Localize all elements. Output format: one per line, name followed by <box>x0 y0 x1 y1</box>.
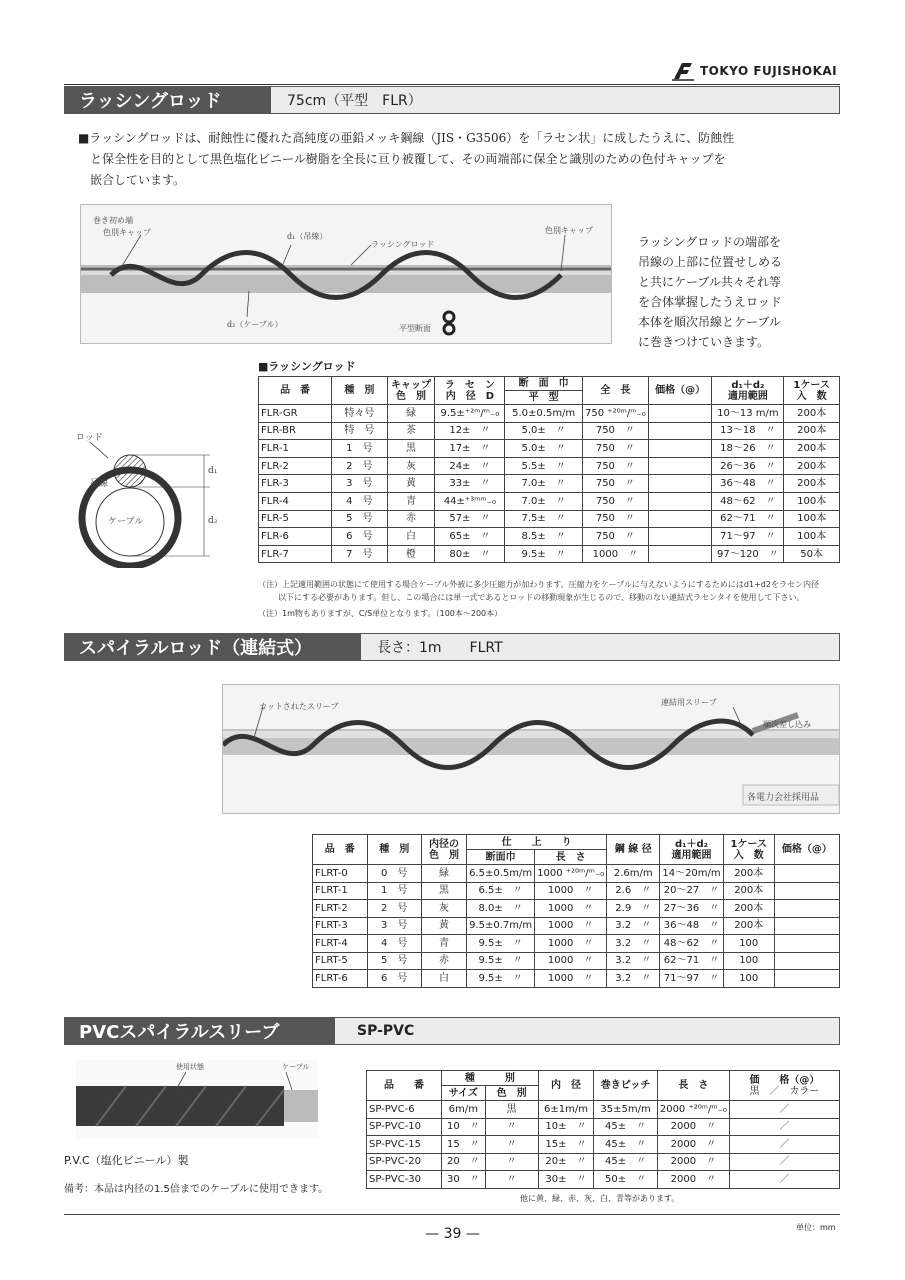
lashing-rod-cell <box>648 457 712 475</box>
lashing-rod-cell: 特々号 <box>332 405 387 423</box>
pvc-sleeve-cell: ／ <box>729 1101 839 1119</box>
spiral-rod-photo <box>222 684 840 814</box>
th-section: 断 面 巾 <box>505 377 583 391</box>
pvc-sleeve-cell: 45± 〃 <box>594 1136 658 1154</box>
lashing-rod-cell: 1 号 <box>332 440 387 458</box>
pvc-sleeve-cell: 45± 〃 <box>594 1153 658 1171</box>
th-case: 1ケース 入 数 <box>723 835 774 865</box>
pvc-sleeve-cell: 6m/m <box>442 1101 486 1119</box>
th-cap: キャップ 色 別 <box>387 377 435 405</box>
pvc-sleeve-cell: 〃 <box>485 1118 538 1136</box>
lashing-rod-cell: FLR-GR <box>259 405 332 423</box>
lashing-rod-cell: 5.0± 〃 <box>505 440 583 458</box>
spiral-rod-cell: 青 <box>421 935 466 953</box>
lashing-rod-cell: 青 <box>387 492 435 510</box>
pvc-sleeve-row <box>367 1101 840 1119</box>
th-flat: 平 型 <box>505 391 583 405</box>
th-inner-color: 内径の 色 別 <box>421 835 466 865</box>
lashing-rod-cell: 13～18 〃 <box>712 422 784 440</box>
pvc-sleeve-cell: 20 〃 <box>442 1153 486 1171</box>
usage-line: 本体を順次吊線とケーブル <box>638 315 781 329</box>
spiral-rod-row <box>313 865 840 883</box>
lashing-rod-cell <box>648 492 712 510</box>
spiral-rod-cell: FLRT-1 <box>313 882 368 900</box>
spiral-rod-cell: 9.5± 〃 <box>467 970 535 988</box>
usage-line: に巻きつけていきます。 <box>638 335 770 349</box>
pvc-sleeve-photo <box>76 1060 318 1138</box>
usage-line: 吊線の上部に位置せしめる <box>638 255 783 269</box>
label-start-cap: 巻き初め端 <box>93 216 133 225</box>
lashing-rod-description <box>78 128 838 191</box>
lashing-rod-cell: 750 〃 <box>583 510 649 528</box>
spiral-rod-cell: 6.5± 〃 <box>467 882 535 900</box>
lashing-rod-cell: 97～120 〃 <box>712 545 784 563</box>
lashing-rod-cell: 48～62 〃 <box>712 492 784 510</box>
lashing-rod-row <box>259 440 840 458</box>
spiral-rod-cell <box>774 970 839 988</box>
spiral-rod-cell: 4 号 <box>367 935 421 953</box>
th-color: 色 別 <box>485 1086 538 1101</box>
lashing-rod-table-title: ■ラッシングロッド <box>258 360 356 373</box>
spiral-rod-cell: 62～71 〃 <box>660 952 723 970</box>
spiral-rod-cell: FLRT-2 <box>313 900 368 918</box>
label-stamp: 各電力会社採用品 <box>747 793 820 803</box>
unit-label: 単位：mm <box>796 1223 836 1232</box>
pvc-sleeve-cell: 2000 ⁺²⁰ᵐ/ᵐ₋₀ <box>657 1101 729 1119</box>
lashing-rod-cell: 橙 <box>387 545 435 563</box>
lashing-rod-cell: 750 〃 <box>583 422 649 440</box>
section-title: PVCスパイラルスリーブ <box>65 1018 335 1044</box>
label-cable: ケーブル <box>282 1063 310 1071</box>
spiral-rod-cell: FLRT-6 <box>313 970 368 988</box>
section-subtitle: SP-PVC <box>357 1023 415 1039</box>
header-rule <box>64 84 840 85</box>
usage-line: を合体掌握したうえロッド <box>638 295 782 309</box>
lashing-rod-cell: FLR-1 <box>259 440 332 458</box>
spiral-rod-cell: 3.2 〃 <box>607 970 660 988</box>
lashing-rod-cell: 黒 <box>387 440 435 458</box>
spiral-rod-cell: 2.6 〃 <box>607 882 660 900</box>
spiral-rod-cell: 36～48 〃 <box>660 917 723 935</box>
footer-rule <box>64 1214 840 1215</box>
lashing-rod-cell: 5.5± 〃 <box>505 457 583 475</box>
lashing-rod-row <box>259 528 840 546</box>
th-wire: 鋼 線 径 <box>607 835 660 865</box>
lashing-rod-cell: 26～36 〃 <box>712 457 784 475</box>
lashing-rod-cell <box>648 545 712 563</box>
label-lashing-rod: ラッシングロッド <box>371 240 435 249</box>
pvc-sleeve-cell: 〃 <box>485 1153 538 1171</box>
lashing-rod-cell: 7.5± 〃 <box>505 510 583 528</box>
lashing-rod-cell: 24± 〃 <box>435 457 505 475</box>
th-inner: 内 径 <box>538 1071 594 1101</box>
label-d2-cable: d₂（ケーブル） <box>227 320 283 329</box>
pvc-sleeve-cell: ／ <box>729 1171 839 1189</box>
lashing-rod-cell: 白 <box>387 528 435 546</box>
th-type: 種 別 <box>442 1071 539 1086</box>
spiral-rod-cell: 2.6m/m <box>607 865 660 883</box>
pvc-sleeve-cell: 2000 〃 <box>657 1153 729 1171</box>
pvc-sleeve-cell: 〃 <box>485 1171 538 1189</box>
brand-logo <box>672 60 837 82</box>
lashing-rod-cell: 9.5±⁺²ᵐ/ᵐ₋₀ <box>435 405 505 423</box>
spiral-rod-cell: 3.2 〃 <box>607 952 660 970</box>
lashing-rod-cell: 200本 <box>784 422 840 440</box>
note-line: 以下にする必要があります。但し、この場合には単一式であるとロッドの移動現象が生じるので、移動のない連結式ラセンタイを使用して下さい。 <box>278 593 805 602</box>
lashing-rod-cell <box>648 510 712 528</box>
label-usage: 使用状態 <box>176 1063 204 1071</box>
spiral-rod-cell: 5 号 <box>367 952 421 970</box>
th-price: 価格（@） <box>774 835 839 865</box>
label-cut-sleeve: カットされたスリーブ <box>259 702 339 711</box>
spiral-rod-cell: 100 <box>723 935 774 953</box>
lashing-rod-cell: 200本 <box>784 440 840 458</box>
th-type: 種 別 <box>332 377 387 405</box>
lashing-rod-cell: 750 〃 <box>583 457 649 475</box>
th-length: 長 さ <box>535 850 607 865</box>
spiral-rod-cell: 9.5±0.7m/m <box>467 917 535 935</box>
spiral-rod-cell: 白 <box>421 970 466 988</box>
spiral-rod-row <box>313 952 840 970</box>
lashing-rod-illustration <box>81 205 612 344</box>
spiral-rod-cell: 黒 <box>421 882 466 900</box>
lashing-rod-row <box>259 422 840 440</box>
th-length: 全 長 <box>583 377 649 405</box>
lashing-rod-cell: 44±⁺³ᵐᵐ₋₀ <box>435 492 505 510</box>
spiral-rod-cell: 200本 <box>723 917 774 935</box>
spiral-rod-cell: 黄 <box>421 917 466 935</box>
pvc-sleeve-cell: 6±1m/m <box>538 1101 594 1119</box>
lashing-rod-cell: 赤 <box>387 510 435 528</box>
pvc-sleeve-cell: 15± 〃 <box>538 1136 594 1154</box>
label-start-cap-color: 色別キャップ <box>103 228 151 237</box>
lashing-rod-cell: 200本 <box>784 475 840 493</box>
spiral-rod-cell: 灰 <box>421 900 466 918</box>
page-number: — 39 — <box>425 1226 480 1242</box>
lashing-rod-cell: FLR-6 <box>259 528 332 546</box>
diagram-label-messenger: 吊線 <box>90 479 109 489</box>
lashing-rod-cell: 5.0±0.5m/m <box>505 405 583 423</box>
lashing-rod-cell: 特 号 <box>332 422 387 440</box>
lashing-rod-row <box>259 510 840 528</box>
lashing-rod-cell: 5 号 <box>332 510 387 528</box>
spiral-rod-cell: 1000 ⁺²⁰ᵐ/ᵐ₋₀ <box>535 865 607 883</box>
diagram-label-rod: ロッド <box>76 433 103 443</box>
spiral-rod-cell: 1000 〃 <box>535 900 607 918</box>
pvc-sleeve-cell: ／ <box>729 1153 839 1171</box>
lashing-rod-row <box>259 405 840 423</box>
lashing-rod-cell: FLR-4 <box>259 492 332 510</box>
pvc-sleeve-cell: SP-PVC-30 <box>367 1171 442 1189</box>
th-inner: ラ セ ン 内 径 D <box>435 377 505 405</box>
lashing-rod-cell: 1000 〃 <box>583 545 649 563</box>
label-end-cap: 色別キャップ <box>545 226 593 235</box>
spiral-rod-cell: 9.5± 〃 <box>467 935 535 953</box>
lashing-rod-row <box>259 492 840 510</box>
spiral-rod-cell: 1000 〃 <box>535 970 607 988</box>
spiral-rod-row <box>313 900 840 918</box>
pvc-remark: 備考：本品は内径の1.5倍までのケーブルに使用できます。 <box>64 1184 329 1195</box>
lashing-rod-cell: FLR-2 <box>259 457 332 475</box>
lashing-rod-cell: 9.5± 〃 <box>505 545 583 563</box>
spiral-rod-cell: 48～62 〃 <box>660 935 723 953</box>
th-range: d₁＋d₂ 適用範囲 <box>660 835 723 865</box>
label-joint-sleeve: 連結用スリーブ <box>661 698 717 707</box>
pvc-sleeve-row <box>367 1118 840 1136</box>
lashing-rod-cell <box>648 422 712 440</box>
spiral-rod-cell: 0 号 <box>367 865 421 883</box>
usage-line: ラッシングロッドの端部を <box>638 235 781 249</box>
diagram-label-cable: ケーブル <box>108 517 144 527</box>
pvc-sleeve-cell: 50± 〃 <box>594 1171 658 1189</box>
pvc-sleeve-cell: SP-PVC-15 <box>367 1136 442 1154</box>
spiral-rod-cell: 赤 <box>421 952 466 970</box>
spiral-rod-cell: 1000 〃 <box>535 917 607 935</box>
lashing-rod-cell: 3 号 <box>332 475 387 493</box>
spiral-rod-cell: 71～97 〃 <box>660 970 723 988</box>
spiral-rod-cell: 27～36 〃 <box>660 900 723 918</box>
th-length: 長 さ <box>657 1071 729 1101</box>
lashing-rod-cell <box>648 475 712 493</box>
description-line: ■ラッシングロッドは、耐蝕性に優れた高純度の亜鉛メッキ鋼線（JIS・G3506）を「ラセン状」に成したうえに、防蝕性 <box>78 131 735 145</box>
cross-section-diagram <box>70 428 250 568</box>
lashing-rod-cell <box>648 528 712 546</box>
spiral-rod-cell <box>774 935 839 953</box>
spiral-rod-cell: 1000 〃 <box>535 935 607 953</box>
section-title: スパイラルロッド（連結式） <box>65 634 361 660</box>
spiral-rod-row <box>313 970 840 988</box>
pvc-sleeve-cell: ／ <box>729 1118 839 1136</box>
spiral-rod-cell: 6.5±0.5m/m <box>467 865 535 883</box>
pvc-sleeve-cell: 黒 <box>485 1101 538 1119</box>
lashing-rod-row <box>259 545 840 563</box>
lashing-rod-cell: 57± 〃 <box>435 510 505 528</box>
pvc-sleeve-row <box>367 1136 840 1154</box>
pvc-sleeve-cell: 2000 〃 <box>657 1118 729 1136</box>
spiral-rod-cell <box>774 900 839 918</box>
pvc-material: P.V.C（塩化ビニール）製 <box>64 1154 189 1167</box>
spiral-rod-cell: 2.9 〃 <box>607 900 660 918</box>
spiral-rod-cell: 3.2 〃 <box>607 917 660 935</box>
pvc-sleeve-cell: 35±5m/m <box>594 1101 658 1119</box>
lashing-rod-cell: 80± 〃 <box>435 545 505 563</box>
th-code: 品 番 <box>313 835 368 865</box>
lashing-rod-cell: 200本 <box>784 457 840 475</box>
description-line: 嵌合しています。 <box>90 173 186 187</box>
spiral-rod-spec-table <box>312 834 840 988</box>
pvc-sleeve-cell: 2000 〃 <box>657 1136 729 1154</box>
th-price: 価格（@） <box>648 377 712 405</box>
pvc-sleeve-spec-table <box>366 1070 840 1189</box>
section-title: ラッシングロッド <box>65 87 271 113</box>
pvc-sleeve-cell: SP-PVC-10 <box>367 1118 442 1136</box>
th-width: 断面巾 <box>467 850 535 865</box>
lashing-rod-cell: 750 〃 <box>583 528 649 546</box>
spiral-rod-cell: 3 号 <box>367 917 421 935</box>
section-subtitle: 長さ：1m FLRT <box>377 640 503 656</box>
lashing-rod-cell: 4 号 <box>332 492 387 510</box>
lashing-rod-cell <box>648 405 712 423</box>
spiral-rod-cell: 200本 <box>723 900 774 918</box>
lashing-rod-cell: 65± 〃 <box>435 528 505 546</box>
lashing-rod-cell: 茶 <box>387 422 435 440</box>
th-case: 1ケース 入 数 <box>784 377 840 405</box>
lashing-rod-cell: 7.0± 〃 <box>505 492 583 510</box>
lashing-rod-cell: FLR-BR <box>259 422 332 440</box>
note-line: （注）1m物もありますが、C/S単位となります。（100本～200本） <box>258 609 503 618</box>
pvc-sleeve-cell: SP-PVC-6 <box>367 1101 442 1119</box>
lashing-rod-cell: 750 〃 <box>583 492 649 510</box>
pvc-sleeve-row <box>367 1171 840 1189</box>
spiral-rod-cell <box>774 917 839 935</box>
spiral-rod-cell: 1000 〃 <box>535 882 607 900</box>
spiral-rod-cell <box>774 882 839 900</box>
spiral-rod-cell: 20～27 〃 <box>660 882 723 900</box>
th-price: 価 格（@） 黒 ／ カラー <box>729 1071 839 1101</box>
spiral-rod-cell <box>774 952 839 970</box>
lashing-rod-cell <box>648 440 712 458</box>
spiral-rod-cell: 100 <box>723 970 774 988</box>
lashing-rod-cell: 10～13 m/m <box>712 405 784 423</box>
spiral-rod-cell: 14～20m/m <box>660 865 723 883</box>
pvc-sleeve-cell: SP-PVC-20 <box>367 1153 442 1171</box>
pvc-color-footnote: 他に黄、緑、赤、灰、白、青等があります。 <box>520 1194 680 1203</box>
lashing-rod-cell: 200本 <box>784 405 840 423</box>
lashing-rod-row <box>259 457 840 475</box>
section-header-lashing-rod <box>64 86 840 114</box>
pvc-sleeve-cell: 2000 〃 <box>657 1171 729 1189</box>
spiral-rod-cell: 緑 <box>421 865 466 883</box>
lashing-rod-cell: 100本 <box>784 528 840 546</box>
lashing-rod-notes <box>258 578 848 620</box>
lashing-rod-cell: 18～26 〃 <box>712 440 784 458</box>
lashing-rod-cell: FLR-7 <box>259 545 332 563</box>
pvc-sleeve-cell: 10 〃 <box>442 1118 486 1136</box>
lashing-rod-usage-text <box>638 232 828 352</box>
pvc-sleeve-cell: 〃 <box>485 1136 538 1154</box>
lashing-rod-cell: 2 号 <box>332 457 387 475</box>
spiral-rod-cell: FLRT-0 <box>313 865 368 883</box>
spiral-rod-cell: 8.0± 〃 <box>467 900 535 918</box>
label-insert: 順次差し込み <box>763 720 811 729</box>
lashing-rod-cell: 緑 <box>387 405 435 423</box>
spiral-rod-cell: 2 号 <box>367 900 421 918</box>
pvc-sleeve-cell: 20± 〃 <box>538 1153 594 1171</box>
spiral-rod-cell: FLRT-5 <box>313 952 368 970</box>
lashing-rod-cell: 750 〃 <box>583 440 649 458</box>
brand-name: TOKYO FUJISHOKAI <box>700 64 838 78</box>
spiral-rod-cell: 1000 〃 <box>535 952 607 970</box>
lashing-rod-cell: 71～97 〃 <box>712 528 784 546</box>
lashing-rod-cell: 100本 <box>784 492 840 510</box>
pvc-sleeve-cell: 15 〃 <box>442 1136 486 1154</box>
spiral-rod-cell: 200本 <box>723 882 774 900</box>
spiral-rod-row <box>313 935 840 953</box>
lashing-rod-cell: 黄 <box>387 475 435 493</box>
lashing-rod-cell: 5.0± 〃 <box>505 422 583 440</box>
lashing-rod-cell: 8.5± 〃 <box>505 528 583 546</box>
lashing-rod-cell: 100本 <box>784 510 840 528</box>
pvc-sleeve-cell: ／ <box>729 1136 839 1154</box>
lashing-rod-cell: 7.0± 〃 <box>505 475 583 493</box>
th-size: サイズ <box>442 1086 486 1101</box>
spiral-rod-cell: 9.5± 〃 <box>467 952 535 970</box>
usage-line: と共にケーブル共々それ等 <box>638 275 781 289</box>
lashing-rod-cell: 灰 <box>387 457 435 475</box>
section-header-spiral-rod <box>64 633 840 661</box>
pvc-sleeve-cell: 45± 〃 <box>594 1118 658 1136</box>
spiral-rod-cell: 200本 <box>723 865 774 883</box>
pvc-sleeve-cell: 30± 〃 <box>538 1171 594 1189</box>
lashing-rod-cell: 36～48 〃 <box>712 475 784 493</box>
lashing-rod-cell: 62～71 〃 <box>712 510 784 528</box>
spiral-rod-cell: 6 号 <box>367 970 421 988</box>
lashing-rod-row <box>259 475 840 493</box>
description-line: と保全性を目的として黒色塩化ビニール樹脂を全長に亘り被覆して、その両端部に保全と識別のための色付キャップを <box>90 152 726 166</box>
pvc-sleeve-cell: 10± 〃 <box>538 1118 594 1136</box>
spiral-rod-row <box>313 882 840 900</box>
fujishokai-logo-icon <box>672 61 694 81</box>
diagram-label-d1: d₁ <box>208 466 218 476</box>
lashing-rod-cell: FLR-5 <box>259 510 332 528</box>
note-line: （注）上記適用範囲の状態にて使用する場合ケーブル外被に多少圧縮力が加わります。圧縮力をケーブルに与えないようにするためにはd1+d2をラセン内径 <box>258 580 819 589</box>
lashing-rod-cell: 50本 <box>784 545 840 563</box>
pvc-sleeve-row <box>367 1153 840 1171</box>
label-d1-messenger: d₁（吊線） <box>287 232 328 241</box>
lashing-rod-cell: 6 号 <box>332 528 387 546</box>
th-code: 品 番 <box>259 377 332 405</box>
pvc-sleeve-cell: 30 〃 <box>442 1171 486 1189</box>
lashing-rod-cell: 7 号 <box>332 545 387 563</box>
th-range: d₁＋d₂ 適用範囲 <box>712 377 784 405</box>
spiral-rod-cell: FLRT-4 <box>313 935 368 953</box>
lashing-rod-cell: 750 〃 <box>583 475 649 493</box>
lashing-rod-cell: 33± 〃 <box>435 475 505 493</box>
section-header-pvc-sleeve <box>64 1017 840 1045</box>
spiral-rod-cell <box>774 865 839 883</box>
th-code: 品 番 <box>367 1071 442 1101</box>
th-type: 種 別 <box>367 835 421 865</box>
lashing-rod-photo <box>80 204 612 344</box>
section-subtitle: 75cm（平型 FLR） <box>287 93 422 109</box>
spiral-rod-cell: FLRT-3 <box>313 917 368 935</box>
spiral-rod-cell: 100 <box>723 952 774 970</box>
spiral-rod-cell: 1 号 <box>367 882 421 900</box>
spiral-rod-cell: 3.2 〃 <box>607 935 660 953</box>
diagram-label-d2: d₂ <box>208 516 218 526</box>
lashing-rod-cell: 12± 〃 <box>435 422 505 440</box>
lashing-rod-cell: FLR-3 <box>259 475 332 493</box>
lashing-rod-cell: 750 ⁺²⁰ᵐ/ᵐ₋₀ <box>583 405 649 423</box>
spiral-rod-row <box>313 917 840 935</box>
th-pitch: 巻きピッチ <box>594 1071 658 1101</box>
label-flat-section: 平型断面 <box>399 324 431 333</box>
th-finish: 仕 上 り <box>467 835 607 850</box>
lashing-rod-cell: 17± 〃 <box>435 440 505 458</box>
lashing-rod-spec-table <box>258 376 840 563</box>
